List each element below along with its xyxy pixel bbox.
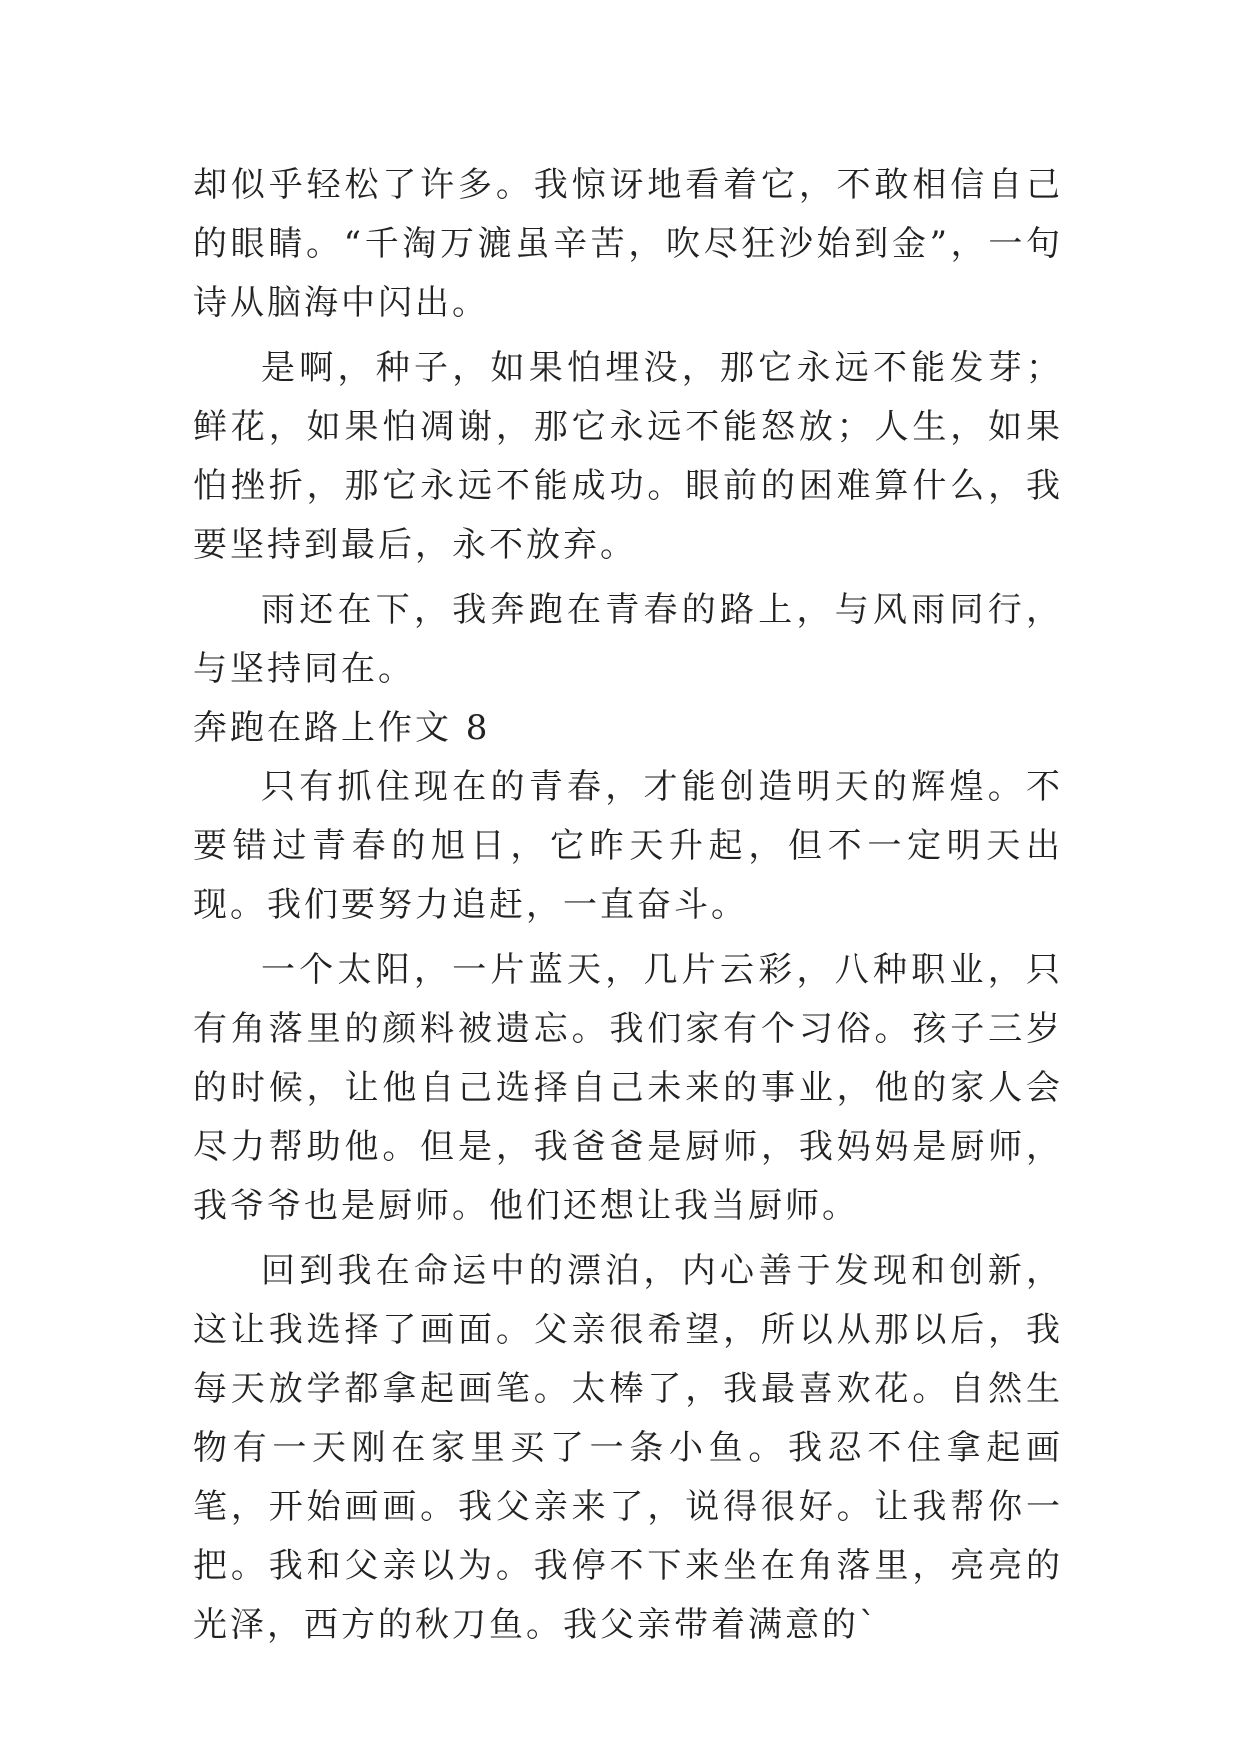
paragraph-youth: 只有抓住现在的青春，才能创造明天的辉煌。不要错过青春的旭日，它昨天升起，但不一定明天出现。我们要努力追赶，一直奋斗。 bbox=[193, 767, 1063, 925]
paragraph-seed-flower: 是啊，种子，如果怕埋没，那它永远不能发芽；鲜花，如果怕凋谢，那它永远不能怒放；人生，如果怕挫折，那它永远不能成功。眼前的困难算什么，我要坚持到最后，永不放弃。 bbox=[193, 348, 1063, 565]
paragraph-painting: 回到我在命运中的漂泊，内心善于发现和创新，这让我选择了画面。父亲很希望，所以从那以后，我每天放学都拿起画笔。太棒了，我最喜欢花。自然生物有一天刚在家里买了一条小鱼。我忍不住拿起画笔，开始画画。我父亲来了，说得很好。让我帮你一把。我和父亲以为。我停不下来坐在角落里，亮亮的光泽，西方的秋刀鱼。我父亲带着满意的` bbox=[193, 1251, 1063, 1645]
paragraph-family-custom: 一个太阳，一片蓝天，几片云彩，八种职业，只有角落里的颜料被遗忘。我们家有个习俗。孩子三岁的时候，让他自己选择自己未来的事业，他的家人会尽力帮助他。但是，我爸爸是厨师，我妈妈是厨师，我爷爷也是厨师。他们还想让我当厨师。 bbox=[193, 950, 1063, 1226]
paragraph-rain: 雨还在下，我奔跑在青春的路上，与风雨同行，与坚持同在。 bbox=[193, 590, 1063, 689]
paragraph-continued: 却似乎轻松了许多。我惊讶地看着它，不敢相信自己的眼睛。“千淘万漉虽辛苦，吹尽狂沙始到金”，一句诗从脑海中闪出。 bbox=[193, 165, 1063, 323]
section-title: 奔跑在路上作文 8 bbox=[193, 708, 491, 748]
document-body bbox=[193, 156, 1063, 1655]
